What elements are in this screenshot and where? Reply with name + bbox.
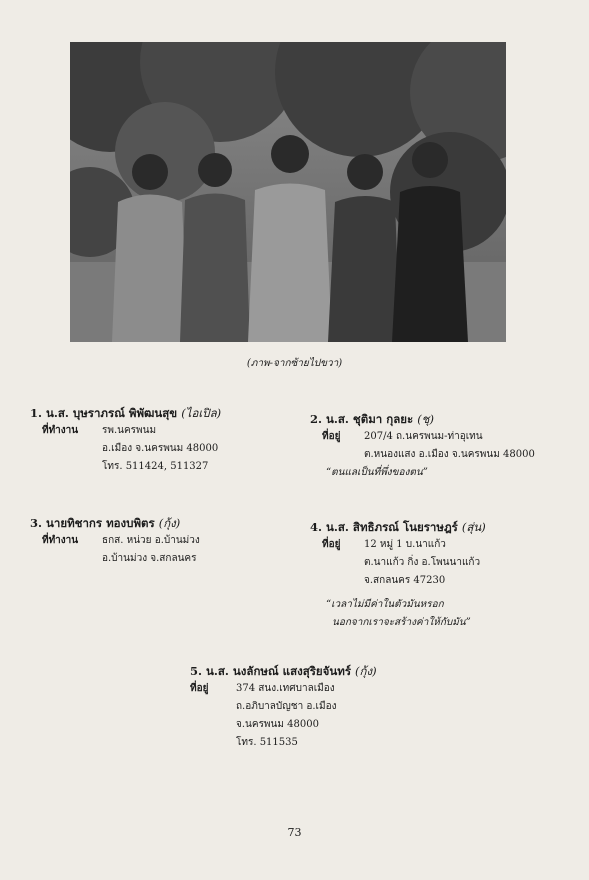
entry-number: 1. <box>30 406 43 420</box>
entry-nickname: (กุ้ง) <box>158 516 181 530</box>
entry-nickname: (สุ่น) <box>461 520 486 534</box>
entry-address <box>310 428 535 464</box>
entry-line: 207/4 ถ.นครพนม-ท่าอุเทน <box>364 431 483 442</box>
entry-number: 4. <box>310 520 323 534</box>
entry-line: จ.สกลนคร 47230 <box>364 575 446 586</box>
entry-label: ที่ทำงาน <box>42 425 79 436</box>
entry-nickname: (ไอเปิล) <box>181 406 222 420</box>
entry-number: 2. <box>310 412 323 426</box>
entry-address <box>30 422 221 476</box>
entry-4 <box>310 518 486 632</box>
entry-line: ธกส. หน่วย อ.บ้านม่วง <box>102 535 200 546</box>
entry-quote: นอกจากเราจะสร้างค่าให้กับมัน” <box>332 617 471 628</box>
entry-nickname: (กุ้ง) <box>355 664 377 678</box>
entry-number: 5. <box>190 664 203 678</box>
entry-name: น.ส. สิทธิภรณ์ โนยราษฎร์ <box>326 520 458 534</box>
entry-1 <box>30 404 221 476</box>
entry-line: 12 หมู่ 1 บ.นาแก้ว <box>364 539 446 550</box>
entry-line: ถ.อภิบาลบัญชา อ.เมือง <box>236 701 337 712</box>
entry-nickname: (ชุ) <box>417 412 434 426</box>
page-number: 73 <box>287 826 302 839</box>
entry-2 <box>310 410 535 482</box>
entry-name: น.ส. บุษราภรณ์ พิพัฒนสุข <box>46 406 178 420</box>
entry-line: อ.เมือง จ.นครพนม 48000 <box>102 443 219 454</box>
entry-label: ที่อยู่ <box>322 539 341 550</box>
entry-quote: “เวลาไม่มีค่าในตัวมันหรอก <box>326 599 444 610</box>
entry-label: ที่ทำงาน <box>42 535 79 546</box>
entry-line: 374 สนง.เทศบาลเมือง <box>236 683 335 694</box>
entry-name: น.ส. ชุติมา กุลยะ <box>326 412 414 426</box>
entry-line: จ.นครพนม 48000 <box>236 719 319 730</box>
entry-3 <box>30 514 200 568</box>
entry-line: โทร. 511424, 511327 <box>102 461 209 472</box>
entry-5 <box>190 662 377 752</box>
group-photo <box>70 42 506 342</box>
entry-heading <box>30 404 221 422</box>
entry-heading <box>30 514 200 532</box>
entry-heading <box>190 662 377 680</box>
entry-name: นายทิชากร ทองบพิตร <box>46 516 155 530</box>
entry-address <box>310 536 486 590</box>
entry-line: ต.นาแก้ว กิ่ง อ.โพนนาแก้ว <box>364 557 481 568</box>
entry-label: ที่อยู่ <box>190 683 209 694</box>
entry-heading <box>310 410 535 428</box>
entry-line: ต.หนองแสง อ.เมือง จ.นครพนม 48000 <box>364 449 535 460</box>
entry-name: น.ส. นงลักษณ์ แสงสุริยจันทร์ <box>206 664 351 678</box>
entry-heading <box>310 518 486 536</box>
entry-number: 3. <box>30 516 43 530</box>
entry-line: รพ.นครพนม <box>102 425 157 436</box>
entry-label: ที่อยู่ <box>322 431 341 442</box>
group-photo-image <box>70 42 506 342</box>
entry-address <box>30 532 200 568</box>
entry-address <box>190 680 377 698</box>
photo-caption: (ภาพ-จากซ้ายไปขวา) <box>246 358 343 369</box>
entry-line: อ.บ้านม่วง จ.สกลนคร <box>102 553 197 564</box>
entry-quote: “ตนแลเป็นที่พึ่งของตน” <box>326 467 428 478</box>
entry-line: โทร. 511535 <box>236 737 298 748</box>
